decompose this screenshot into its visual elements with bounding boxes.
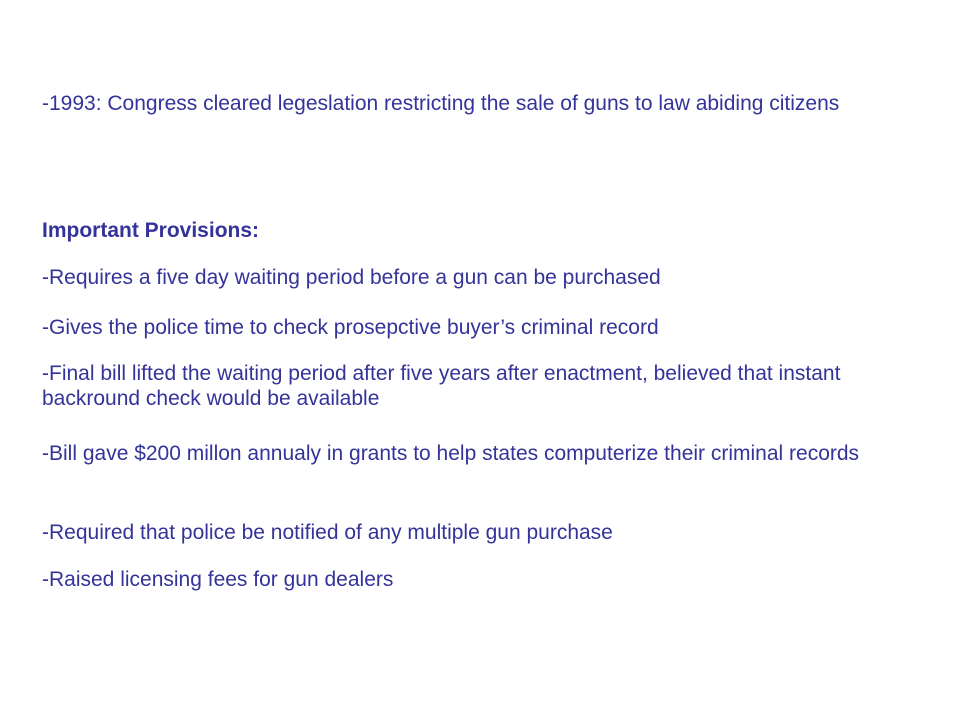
- provision-item: -Raised licensing fees for gun dealers: [42, 568, 394, 591]
- provision-item: -Requires a five day waiting period before a gun can be purchased: [42, 266, 661, 289]
- provision-item: -Required that police be notified of any multiple gun purchase: [42, 521, 613, 544]
- provision-item: -Bill gave $200 millon annualy in grants to help states computerize their criminal records: [42, 442, 860, 465]
- provisions-heading: Important Provisions:: [42, 219, 260, 242]
- intro-text: -1993: Congress cleared legeslation restricting the sale of guns to law abiding citizens: [42, 92, 840, 115]
- provision-item: -Gives the police time to check prosepctive buyer’s criminal record: [42, 316, 659, 339]
- provision-item: -Final bill lifted the waiting period after five years after enactment, believed that instant backround check would be available: [42, 362, 841, 410]
